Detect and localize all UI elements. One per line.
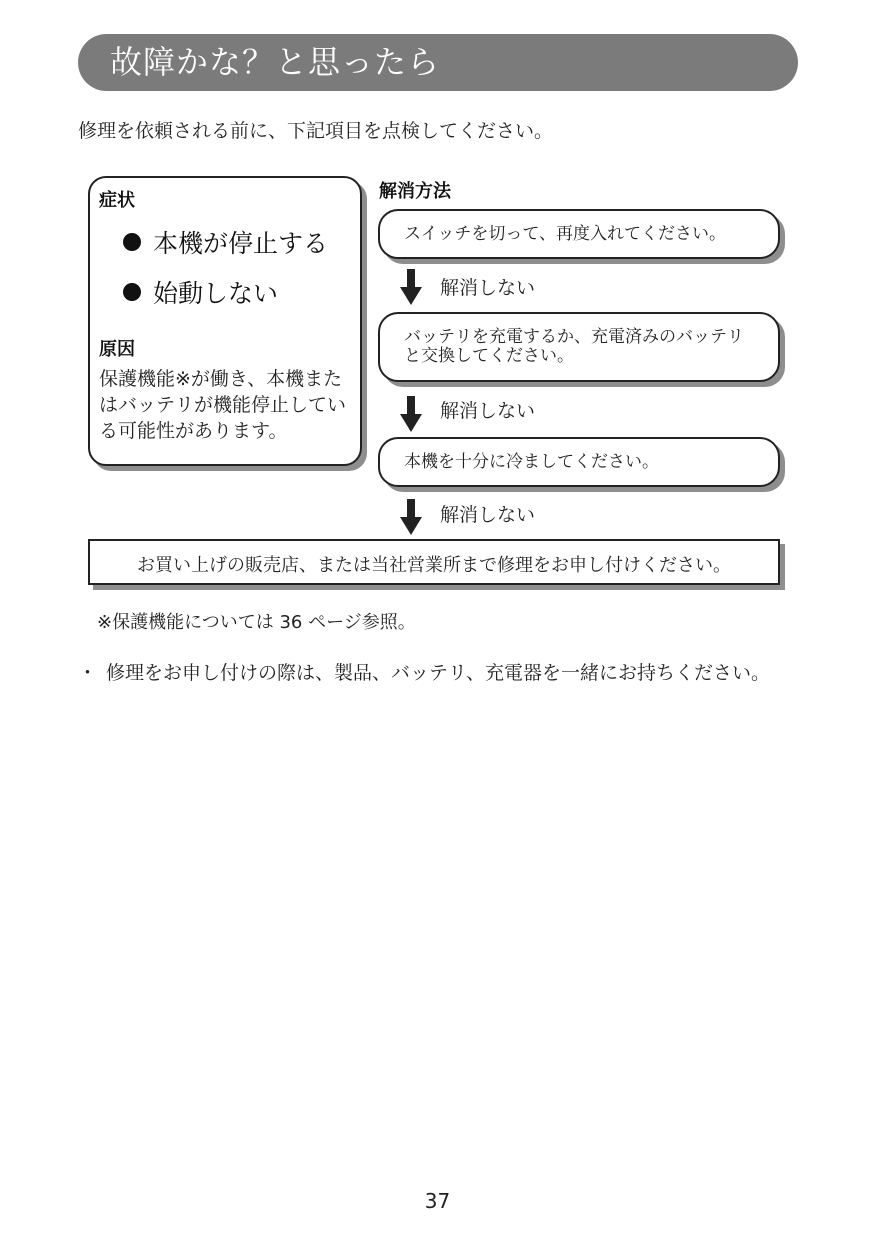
intro-text: 修理を依頼される前に、下記項目を点検してください。 [78, 120, 554, 142]
not-resolved-label: 解消しない [440, 400, 536, 422]
solution-step-text: スイッチを切って、再度入れてください。 [404, 224, 726, 244]
symptom-item [123, 224, 328, 260]
cause-heading: 原因 [99, 339, 135, 360]
symptom-item-label: 始動しない [153, 279, 279, 308]
bullet-dot-icon [123, 283, 141, 301]
bullet-note [78, 658, 770, 685]
symptom-item [123, 274, 278, 310]
solution-step-1 [378, 209, 780, 259]
bullet-note-text: 修理をお申し付けの際は、製品、バッテリ、充電器を一緒にお持ちください。 [106, 662, 771, 684]
page-title: 故障かな？と思ったら [78, 34, 798, 91]
footnote: ※保護機能については 36 ページ参照。 [97, 612, 416, 633]
not-resolved-label: 解消しない [440, 504, 536, 526]
symptom-panel-face [88, 176, 362, 466]
down-arrow-icon [400, 269, 422, 305]
final-action-box [88, 539, 780, 585]
bullet-marker: ・ [78, 662, 98, 684]
symptom-panel [88, 176, 362, 466]
symptom-heading: 症状 [99, 190, 135, 211]
symptom-item-label: 本機が停止する [153, 229, 329, 258]
solutions-heading: 解消方法 [379, 181, 451, 202]
page-number: 37 [424, 1189, 451, 1213]
bullet-dot-icon [123, 233, 141, 251]
solution-step-2 [378, 312, 780, 382]
solution-step-3 [378, 437, 780, 487]
not-resolved-label: 解消しない [440, 277, 536, 299]
down-arrow-icon [400, 499, 422, 535]
solution-step-text: バッテリを充電するか、充電済みのバッテリと交換してください。 [404, 327, 744, 366]
cause-text: 保護機能※が働き、本機またはバッテリが機能停止している可能性があります。 [99, 368, 347, 442]
final-action-text: お買い上げの販売店、または当社営業所まで修理をお申し付けください。 [137, 555, 731, 576]
down-arrow-icon [400, 396, 422, 432]
solution-step-text: 本機を十分に冷ましてください。 [404, 452, 659, 472]
